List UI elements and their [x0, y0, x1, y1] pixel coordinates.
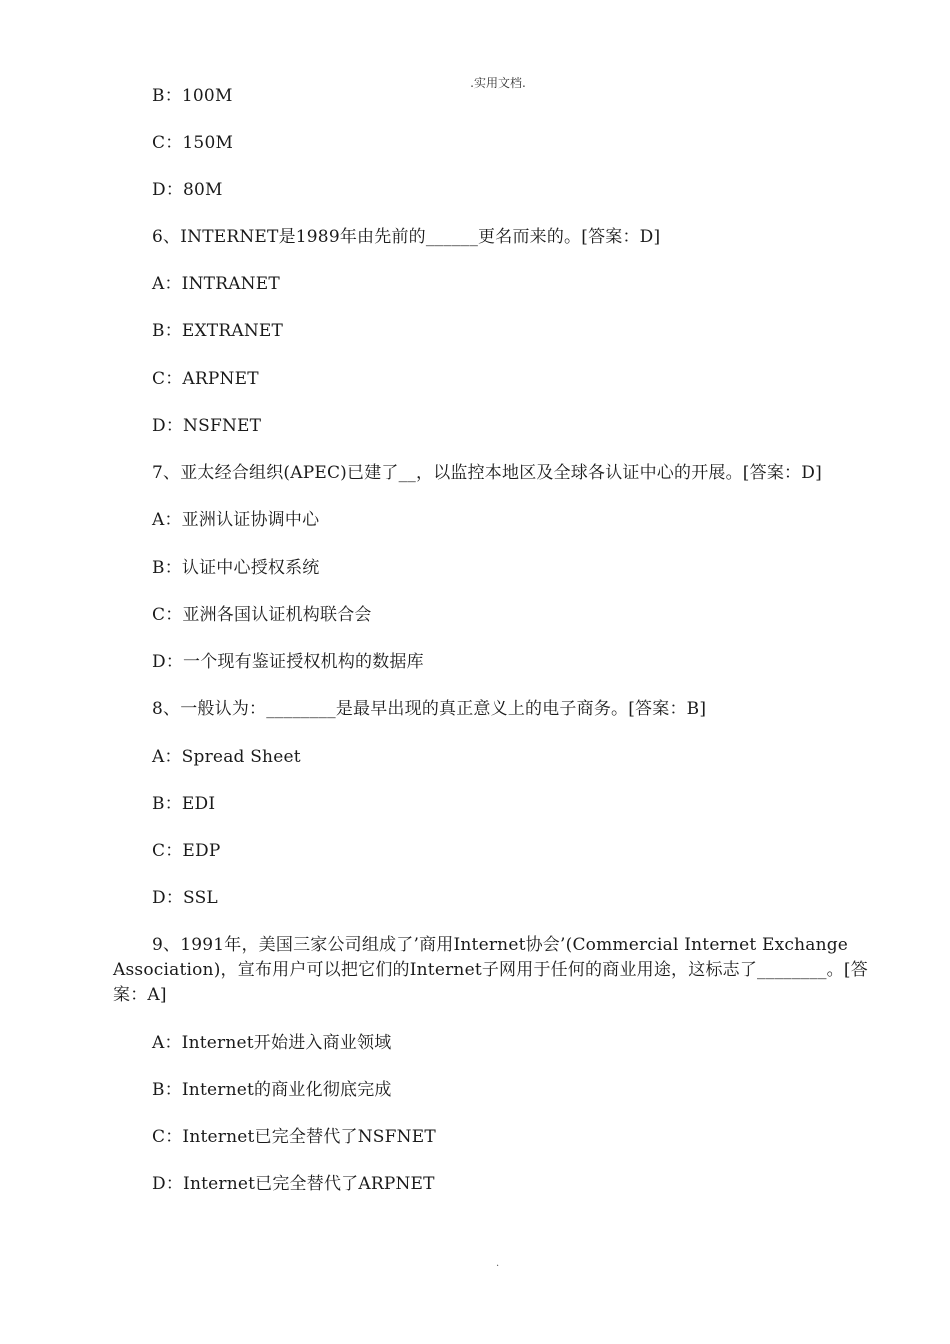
question-6: 6、INTERNET是1989年由先前的______更名而来的。[答案：D] [152, 227, 661, 247]
q6-option-b: B：EXTRANET [152, 321, 284, 341]
q7-option-d: D：一个现有鉴证授权机构的数据库 [152, 652, 424, 672]
page-header: .实用文档. [470, 76, 526, 90]
q6-option-a: A：INTRANET [152, 274, 280, 294]
q8-option-d: D：SSL [152, 888, 218, 908]
q7-option-a: A：亚洲认证协调中心 [152, 510, 320, 530]
question-9: 9、1991年，美国三家公司组成了’商用Internet协会’(Commercial Internet Exchange Association)，宣布用户可以把它们的Internet子网用于任何的商业用途，这标志了________。[答案：A] [113, 935, 868, 1005]
q9-option-b: B：Internet的商业化彻底完成 [152, 1080, 392, 1100]
q8-option-a: A：Spread Sheet [152, 747, 301, 767]
q5-option-d: D：80M [152, 180, 223, 200]
question-7: 7、亚太经合组织(APEC)已建了__，以监控本地区及全球各认证中心的开展。[答案：D] [152, 463, 822, 483]
q9-option-d: D：Internet已完全替代了ARPNET [152, 1174, 435, 1194]
q9-option-a: A：Internet开始进入商业领域 [152, 1033, 392, 1053]
q6-option-d: D：NSFNET [152, 416, 262, 436]
question-8: 8、一般认为：________是最早出现的真正意义上的电子商务。[答案：B] [152, 699, 707, 719]
q8-option-b: B：EDI [152, 794, 216, 814]
q8-option-c: C：EDP [152, 841, 221, 861]
q7-option-b: B：认证中心授权系统 [152, 558, 320, 578]
q9-option-c: C：Internet已完全替代了NSFNET [152, 1127, 436, 1147]
q7-option-c: C：亚洲各国认证机构联合会 [152, 605, 372, 625]
q6-option-c: C：ARPNET [152, 369, 259, 389]
q5-option-b: B：100M [152, 86, 233, 106]
q5-option-c: C：150M [152, 133, 234, 153]
page-footer: . [496, 1258, 500, 1269]
